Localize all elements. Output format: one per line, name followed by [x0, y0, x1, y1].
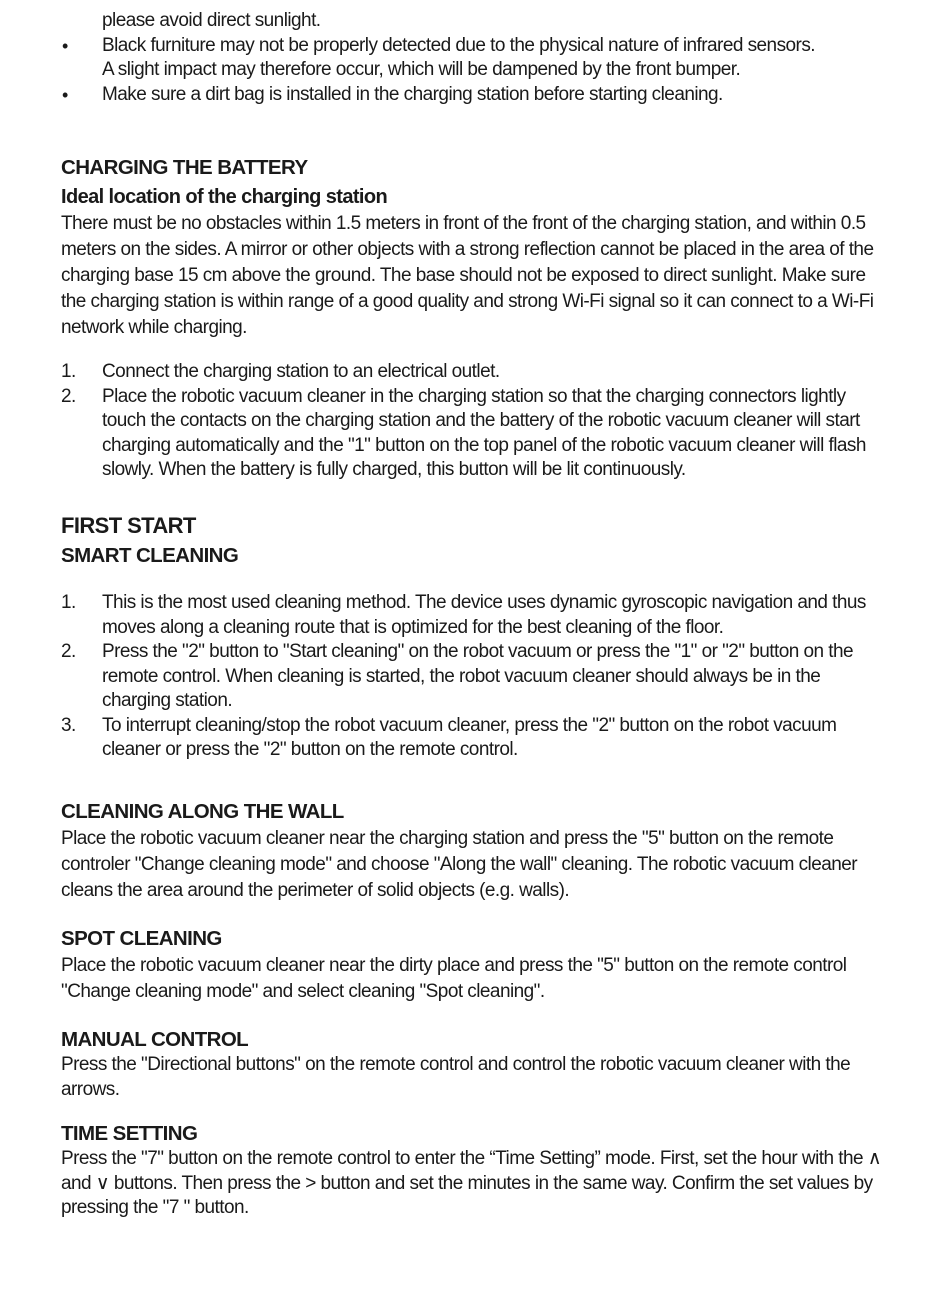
- first-start-section: [61, 512, 885, 763]
- bullet-line: Black furniture may not be properly detected due to the physical nature of infrared sensors.: [102, 34, 815, 56]
- section-title: FIRST START: [61, 513, 196, 538]
- bullet-line: A slight impact may therefore occur, which will be dampened by the front bumper.: [102, 59, 741, 80]
- section-paragraph: There must be no obstacles within 1.5 meters in front of the front of the charging station, and within 0.5 meters on the sides. A mirror or other objects with a strong reflection cannot be placed in the area of the charging base 15 cm above the ground. The base should not be exposed to direct sunlight. Make sure the charging station is within range of a good quality and strong Wi-Fi signal so it can connect to a Wi-Fi network while charging.: [61, 213, 874, 338]
- section-title: CLEANING ALONG THE WALL: [61, 800, 344, 823]
- numbered-list: [61, 360, 885, 483]
- list-text: This is the most used cleaning method. The device uses dynamic gyroscopic navigation and thus moves along a cleaning route that is optimized for the best cleaning of the floor.: [102, 592, 866, 638]
- list-number: 1.: [61, 592, 76, 613]
- bullet-icon: •: [62, 35, 68, 56]
- bullet-line: Make sure a dirt bag is installed in the charging station before starting cleaning.: [102, 83, 723, 105]
- list-text: Connect the charging station to an electrical outlet.: [102, 361, 500, 382]
- list-number: 3.: [61, 714, 76, 736]
- intro-section: [61, 9, 885, 107]
- list-item: [61, 714, 885, 763]
- charging-section: [61, 154, 885, 483]
- list-text: Press the "2" button to "Start cleaning" on the robot vacuum or press the "1" or "2" button on the remote control. When cleaning is started, the robot vacuum cleaner should always be in the charging station.: [102, 641, 854, 711]
- section-paragraph: Place the robotic vacuum cleaner near the charging station and press the "5" button on the remote controler "Change cleaning mode" and choose "Along the wall" cleaning. The robotic vacuum cleaner cleans the area around the perimeter of solid objects (e.g. walls).: [61, 828, 858, 901]
- section-subtitle: SMART CLEANING: [61, 544, 239, 567]
- wall-section: [61, 798, 885, 904]
- section-subtitle: Ideal location of the charging station: [61, 186, 388, 208]
- section-title: MANUAL CONTROL: [61, 1028, 249, 1051]
- bullet-continuation: please avoid direct sunlight.: [102, 10, 321, 31]
- list-number: 2.: [61, 385, 76, 407]
- section-title: SPOT CLEANING: [61, 927, 222, 950]
- section-title: CHARGING THE BATTERY: [61, 156, 308, 179]
- section-paragraph: Press the "7" button on the remote control to enter the “Time Setting” mode. First, set the hour with the ∧ and ∨ buttons. Then press the > button and set the minutes in the same way. Confirm the set values by pressing the "7 " button.: [61, 1148, 882, 1218]
- list-item: [61, 640, 885, 714]
- section-paragraph: Press the "Directional buttons" on the remote control and control the robotic vacuum cleaner with the arrows.: [61, 1054, 851, 1100]
- list-text: To interrupt cleaning/stop the robot vacuum cleaner, press the "2" button on the robot vacuum cleaner or press the "2" button on the remote control.: [102, 714, 837, 760]
- bullet-item: [61, 34, 885, 83]
- list-item: [61, 591, 885, 640]
- section-title: TIME SETTING: [61, 1122, 198, 1145]
- list-number: 1.: [61, 361, 76, 382]
- numbered-list: [61, 591, 885, 763]
- section-paragraph: Place the robotic vacuum cleaner near the dirty place and press the "5" button on the remote control "Change cleaning mode" and select cleaning "Spot cleaning".: [61, 955, 847, 1002]
- spot-section: [61, 925, 885, 1005]
- bullet-icon: •: [62, 84, 68, 105]
- time-section: [61, 1120, 885, 1221]
- list-text: Place the robotic vacuum cleaner in the charging station so that the charging connectors lightly touch the contacts on the charging station and the battery of the robotic vacuum cleaner will start charging automatically and the "1" button on the top panel of the robotic vacuum cleaner will flash slowly. When the battery is fully charged, this button will be lit continuously.: [102, 385, 866, 480]
- list-number: 2.: [61, 641, 76, 662]
- bullet-item: [61, 83, 885, 108]
- manual-section: [61, 1026, 885, 1102]
- list-item: [61, 385, 885, 483]
- list-item: [61, 360, 885, 385]
